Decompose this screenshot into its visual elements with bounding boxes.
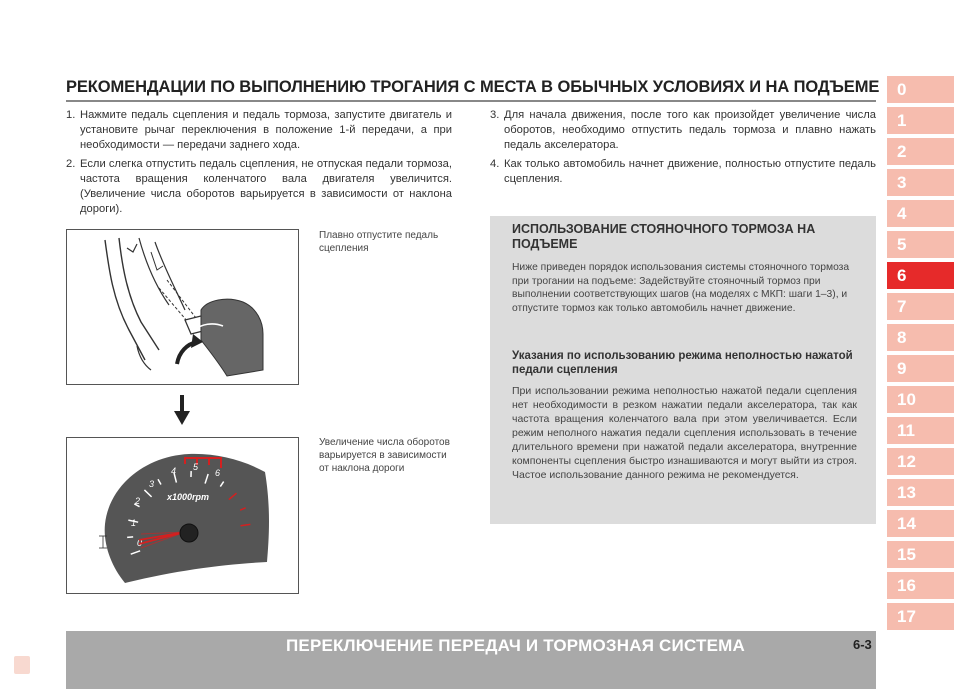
title-divider [66, 100, 876, 102]
steps-right-column [490, 108, 876, 190]
step-text: Как только автомобиль начнет движение, полностью отпустите педаль сцепления. [504, 157, 876, 185]
tachometer-drawing [67, 438, 298, 593]
step-number: 1. [66, 109, 76, 121]
chapter-tab-6[interactable]: 6 [887, 262, 954, 289]
step-text: Нажмите педаль сцепления и педаль тормоза, запустите двигатель и установите рычаг переключения в положение 1-й передачи, а при необходимости — передачи заднего хода. [80, 109, 452, 152]
arrow-down-icon [172, 395, 192, 427]
pedal-caption: Плавно отпустите педаль сцепления [319, 230, 439, 254]
chapter-tab-11[interactable]: 11 [887, 417, 954, 444]
tach-label-6: 6 [215, 468, 221, 478]
tach-label-0: 0 [137, 538, 143, 548]
footer-section-title: ПЕРЕКЛЮЧЕНИЕ ПЕРЕДАЧ И ТОРМОЗНАЯ СИСТЕМА [286, 636, 745, 655]
chapter-tab-12[interactable]: 12 [887, 448, 954, 475]
chapter-tabs [887, 76, 954, 634]
step-number: 2. [66, 157, 76, 170]
chapter-tab-15[interactable]: 15 [887, 541, 954, 568]
corner-mark [14, 656, 30, 674]
pedal-drawing [67, 230, 298, 384]
tach-label-1: 1 [131, 518, 137, 528]
tach-label-4: 4 [171, 466, 177, 476]
tach-label-5: 5 [193, 462, 199, 472]
tach-unit-label: x1000rpm [167, 492, 210, 502]
tach-hub [180, 524, 198, 542]
chapter-tab-4[interactable]: 4 [887, 200, 954, 227]
step-number: 4. [490, 157, 500, 170]
step-2 [66, 157, 452, 218]
chapter-tab-3[interactable]: 3 [887, 169, 954, 196]
chapter-tab-14[interactable]: 14 [887, 510, 954, 537]
chapter-tab-8[interactable]: 8 [887, 324, 954, 351]
page-title: РЕКОМЕНДАЦИИ ПО ВЫПОЛНЕНИЮ ТРОГАНИЯ С МЕСТА В ОБЫЧНЫХ УСЛОВИЯХ И НА ПОДЪЕМЕ [66, 78, 880, 96]
tach-caption: Увеличение числа оборотов варьируется в зависимости от наклона дороги [319, 437, 450, 474]
clutch-pedal-illustration [66, 229, 299, 385]
step-1 [66, 108, 452, 154]
chapter-tab-16[interactable]: 16 [887, 572, 954, 599]
infobox-subtext: При использовании режима неполностью нажатой педали сцепления нет необходимости в резком нажатии педали акселератора, так как частота вращения коленчатого вала при этом увеличивается. Если режим неполного нажатия педали сцепления использовать в течение длительного времени при нажатой педали акселератора, внутренние компоненты сцепления быстро изнашиваются и могут выйти из строя. Частое использование данного режима не рекомендуется. [512, 385, 857, 481]
tach-label-2: 2 [135, 496, 141, 506]
chapter-tab-7[interactable]: 7 [887, 293, 954, 320]
chapter-tab-2[interactable]: 2 [887, 138, 954, 165]
step-3 [490, 108, 876, 154]
infobox-heading: ИСПОЛЬЗОВАНИЕ СТОЯНОЧНОГО ТОРМОЗА НА ПОДЪЕМЕ [512, 222, 816, 251]
tach-label-3: 3 [149, 479, 155, 489]
page-number: 6-3 [853, 637, 872, 652]
step-text: Для начала движения, после того как произойдет увеличение числа оборотов, необходимо отпустить педаль тормоза и плавно нажать педаль акселератора. [504, 109, 876, 152]
step-4 [490, 157, 876, 187]
infobox-subheading: Указания по использованию режима неполностью нажатой педали сцепления [512, 350, 853, 376]
chapter-tab-5[interactable]: 5 [887, 231, 954, 258]
chapter-tab-9[interactable]: 9 [887, 355, 954, 382]
chapter-tab-13[interactable]: 13 [887, 479, 954, 506]
parking-brake-infobox [490, 216, 876, 524]
chapter-tab-1[interactable]: 1 [887, 107, 954, 134]
page-footer [66, 631, 876, 689]
infobox-text: Ниже приведен порядок использования системы стояночного тормоза при трогании на подъеме: Задействуйте стояночный тормоз при выполнении соответствующих шагов (на моделях с МКП: шаги 1–3), и отпустите тормоз как только автомобиль начнет движение. [512, 262, 850, 314]
chapter-tab-10[interactable]: 10 [887, 386, 954, 413]
steps-left-column [66, 108, 452, 220]
step-text: Если слегка отпустить педаль сцепления, не отпуская педали тормоза, частота вращения коленчатого вала двигателя увеличится. (Увеличение числа оборотов варьируется в зависимости от наклона дороги). [80, 157, 452, 216]
chapter-tab-0[interactable]: 0 [887, 76, 954, 103]
tachometer-illustration [66, 437, 299, 594]
chapter-tab-17[interactable]: 17 [887, 603, 954, 630]
step-number: 3. [490, 109, 500, 121]
